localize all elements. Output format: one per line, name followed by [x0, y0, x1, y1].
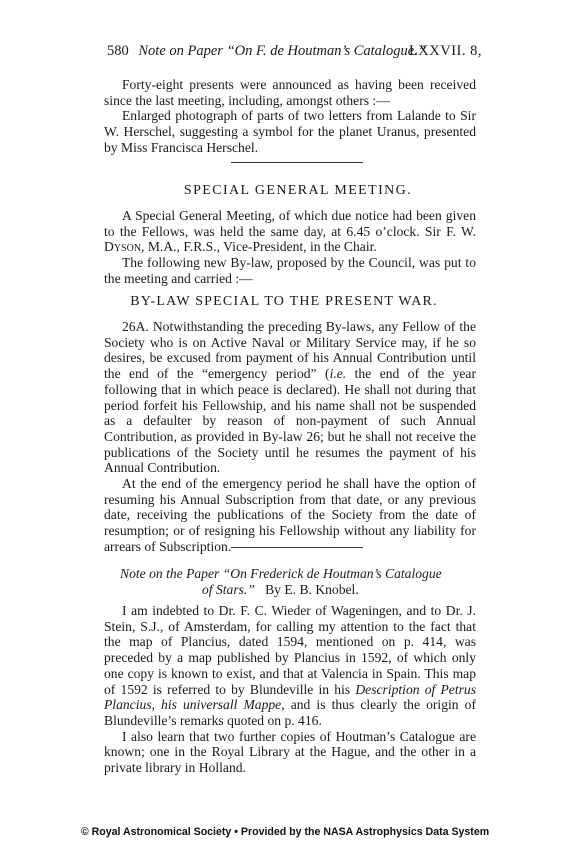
chair-name: Dyson [104, 239, 142, 255]
footer-attribution: © Royal Astronomical Society • Provided by the NASA Astrophysics Data System [80, 826, 490, 838]
note-title-italic: of Stars.” [202, 582, 255, 597]
page-number: 580 [107, 43, 129, 59]
special-meeting-section [104, 208, 476, 287]
note-text: I am indebted to Dr. F. C. Wieder of Wageningen, and to Dr. J. Stein, S.J., of Amsterdam, for calling my attention to the fact that the map of Plancius, dated 1594, mentioned on p. 414, was preceded by a map published by Plancius in 1592, of which only one copy is known to exist, and that at Valencia in Spain. This map of 1592 is referred to by Blundeville in his [104, 603, 476, 697]
presents-section [104, 77, 476, 156]
note-copies-paragraph: I also learn that two further copies of Houtman’s Catalogue are known; one in the Royal Library at the Hague, and the other in a private library in Holland. [104, 728, 476, 776]
bylaw-proposal-paragraph: The following new By-law, proposed by the Council, was put to the meeting and carried :— [104, 255, 476, 286]
description-title: Description of Petrus Plancius, his universall Mappe [104, 681, 476, 713]
bylaw-text: 26A. Notwithstanding the preceding By-laws, any Fellow of the Society who is on Active Naval or Military Service may, if he so desires, be excused from payment of his Annual Contribution until the end of the “emergency period” ( [104, 319, 476, 382]
note-author: By E. B. Knobel. [265, 582, 359, 597]
presents-item: Enlarged photograph of parts of two letters from Lalande to Sir W. Herschel, suggesting a symbol for the planet Uranus, presented by Miss Francisca Herschel. [104, 108, 476, 155]
volume-issue: 8, [470, 43, 482, 59]
volume-label: LXXVII. [408, 43, 466, 59]
ie-abbrev: i.e. [329, 366, 347, 382]
meeting-paragraph [104, 208, 476, 255]
note-title [120, 566, 480, 598]
note-title-line2 [120, 582, 480, 598]
section-divider [231, 162, 363, 163]
meeting-text-end: , M.A., F.R.S., Vice-President, in the Chair. [141, 239, 377, 255]
note-paragraph [104, 603, 476, 729]
note-title-line1: Note on the Paper “On Frederick de Houtman’s Catalogue [120, 566, 442, 581]
bylaw-section [104, 319, 476, 555]
bylaw-option-paragraph: At the end of the emergency period he shall have the option of resuming his Annual Subscription from that date, or any previous date, receiving the publications of the Society from the date of resumption; or of resigning his Fellowship without any liability for arrears of Subscription. [104, 476, 476, 554]
bylaw-text-cont: the end of the year following that in which peace is declared). He shall not during that period forfeit his Fellowship, and his name shall not be suspended as a defaulter by reason of non-payment of such Annual Contribution, as provided in By-law 26; but he shall not receive the publications of the Society until he resumes the payment of his Annual Contribution. [104, 366, 476, 476]
section-divider-2 [231, 547, 363, 548]
presents-paragraph: Forty-eight presents were announced as having been received since the last meeting, including, amongst others :— [104, 77, 476, 108]
note-text-end: , and is thus clearly the origin of Blundeville’s remarks quoted on p. 416. [104, 697, 476, 728]
meeting-text: A Special General Meeting, of which due notice had been given to the Fellows, was held the same day, at 6.45 o’clock. Sir F. W. [104, 208, 476, 239]
page-header [107, 42, 482, 60]
bylaw-paragraph [104, 319, 476, 476]
note-section [104, 603, 476, 776]
special-meeting-heading: SPECIAL GENERAL MEETING. [183, 183, 413, 198]
volume-number [409, 42, 482, 60]
running-title: Note on Paper “On F. de Houtman’s Catalogue.” [138, 43, 426, 59]
bylaw-heading: BY-LAW SPECIAL TO THE PRESENT WAR. [130, 294, 438, 309]
